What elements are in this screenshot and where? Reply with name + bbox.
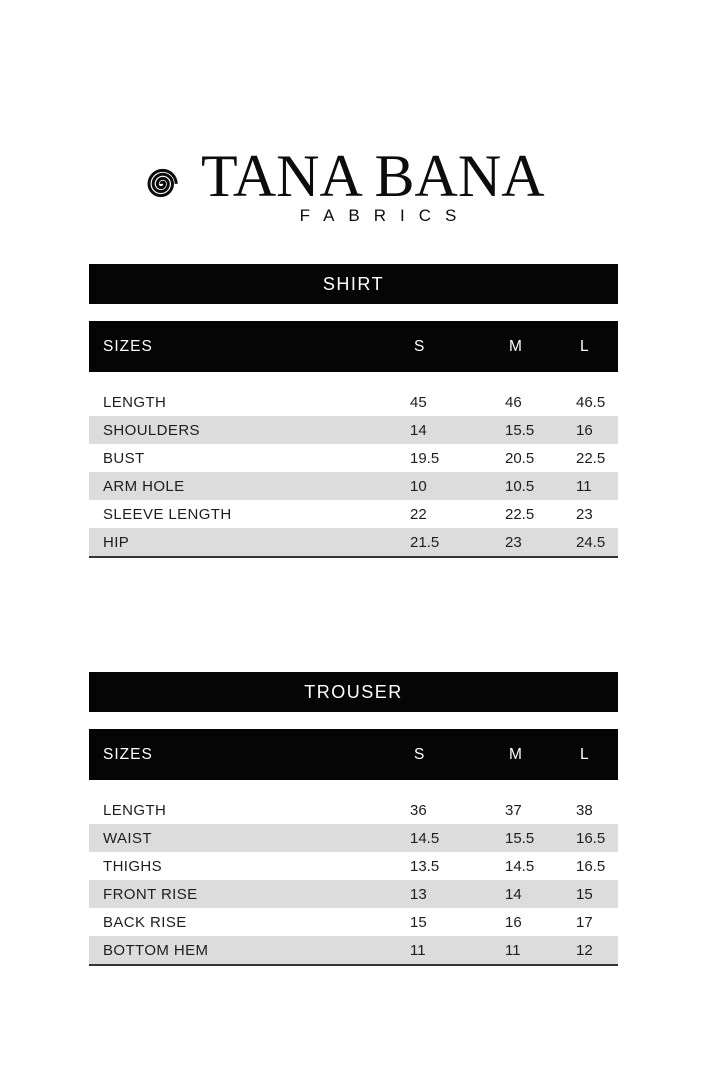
- value-m: 23: [505, 533, 522, 551]
- value-l: 12: [576, 941, 593, 959]
- value-l: 11: [576, 477, 592, 495]
- value-s: 13: [410, 885, 427, 903]
- value-m: 14: [505, 885, 522, 903]
- size-column-m: M: [509, 337, 523, 355]
- measurement-label: WAIST: [103, 829, 152, 847]
- value-m: 15.5: [505, 829, 535, 847]
- table-row: [89, 472, 618, 500]
- value-m: 22.5: [505, 505, 535, 523]
- table-row: [89, 444, 618, 472]
- measurement-label: LENGTH: [103, 393, 167, 411]
- value-s: 13.5: [410, 857, 440, 875]
- value-m: 46: [505, 393, 522, 411]
- table-row: [89, 528, 618, 556]
- table-row: [89, 908, 618, 936]
- spiral-icon: [138, 158, 184, 208]
- measurement-label: FRONT RISE: [103, 885, 198, 903]
- value-m: 37: [505, 801, 522, 819]
- value-m: 16: [505, 913, 522, 931]
- value-s: 15: [410, 913, 427, 931]
- value-l: 46.5: [576, 393, 606, 411]
- table-row: [89, 388, 618, 416]
- size-column-s: S: [414, 745, 426, 763]
- size-column-l: L: [580, 745, 590, 763]
- value-s: 21.5: [410, 533, 440, 551]
- measurement-label: LENGTH: [103, 801, 167, 819]
- table-row: [89, 416, 618, 444]
- trouser-section-title: TROUSER: [89, 672, 618, 712]
- table-row: [89, 500, 618, 528]
- sizes-label: SIZES: [103, 745, 153, 763]
- value-l: 16: [576, 421, 593, 439]
- measurement-label: THIGHS: [103, 857, 163, 875]
- value-l: 16.5: [576, 857, 606, 875]
- measurement-label: SHOULDERS: [103, 421, 200, 439]
- value-m: 20.5: [505, 449, 535, 467]
- size-column-s: S: [414, 337, 426, 355]
- measurement-label: BUST: [103, 449, 145, 467]
- shirt-section-title: SHIRT: [89, 264, 618, 304]
- size-column-l: L: [580, 337, 590, 355]
- value-l: 23: [576, 505, 593, 523]
- table-row: [89, 824, 618, 852]
- table-row: [89, 936, 618, 964]
- value-l: 38: [576, 801, 593, 819]
- shirt-measurements-table: [89, 388, 618, 558]
- sizes-label: SIZES: [103, 337, 153, 355]
- value-m: 14.5: [505, 857, 535, 875]
- value-l: 22.5: [576, 449, 606, 467]
- table-row: [89, 796, 618, 824]
- value-s: 19.5: [410, 449, 440, 467]
- size-column-m: M: [509, 745, 523, 763]
- measurement-label: ARM HOLE: [103, 477, 185, 495]
- value-l: 24.5: [576, 533, 606, 551]
- value-s: 11: [410, 941, 426, 959]
- value-s: 45: [410, 393, 427, 411]
- trouser-section: [89, 672, 618, 966]
- table-row: [89, 880, 618, 908]
- shirt-sizes-header: [89, 321, 618, 372]
- value-s: 14.5: [410, 829, 440, 847]
- value-s: 36: [410, 801, 427, 819]
- brand-subtitle: FABRICS: [299, 206, 471, 225]
- brand-name: TANA BANA: [201, 143, 545, 209]
- value-m: 11: [505, 941, 521, 959]
- value-s: 14: [410, 421, 427, 439]
- trouser-measurements-table: [89, 796, 618, 966]
- measurement-label: BACK RISE: [103, 913, 187, 931]
- value-s: 10: [410, 477, 427, 495]
- value-l: 15: [576, 885, 593, 903]
- table-row: [89, 852, 618, 880]
- measurement-label: SLEEVE LENGTH: [103, 505, 232, 523]
- value-m: 15.5: [505, 421, 535, 439]
- measurement-label: HIP: [103, 533, 130, 551]
- value-l: 17: [576, 913, 593, 931]
- value-m: 10.5: [505, 477, 535, 495]
- trouser-sizes-header: [89, 729, 618, 780]
- value-s: 22: [410, 505, 427, 523]
- measurement-label: BOTTOM HEM: [103, 941, 209, 959]
- value-l: 16.5: [576, 829, 606, 847]
- shirt-section: [89, 264, 618, 558]
